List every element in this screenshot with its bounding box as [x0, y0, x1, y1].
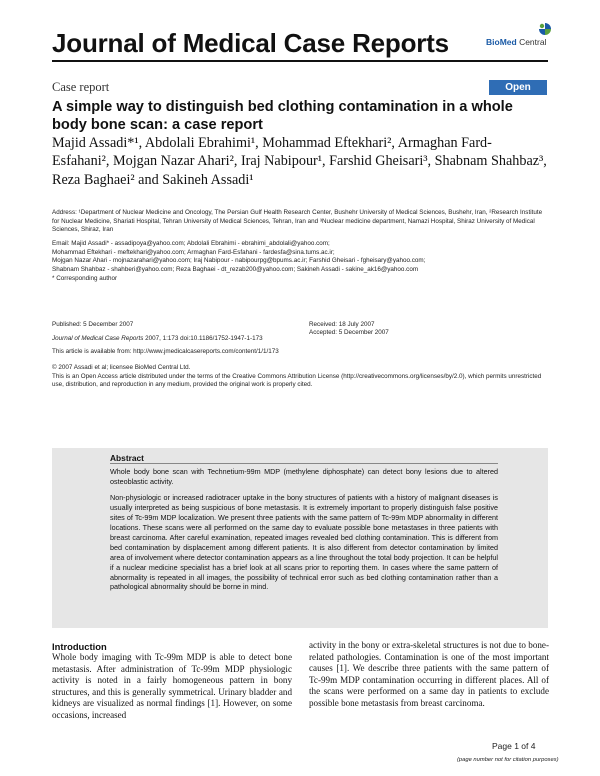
biomed-central-icon: [538, 22, 552, 36]
citation: [52, 335, 263, 342]
intro-column-2: activity in the bony or extra-skeletal structures is not due to bone-related pathologies. Contamination is one of the most important causes [1]. We describe three patients with the same pattern of Tc-99m MDP contamination occurring in different places. All of the scans were performed on a same day in patients to exclude possible bone metastasis from breast carcinoma.: [309, 640, 549, 708]
intro-column-1: Whole body imaging with Tc-99m MDP is able to detect bone metastasis. After administration of Tc-99m MDP physiologic activity is noted in a fairly homogeneous pattern in bony structures, and this is generally symmetrical. Urinary bladder and kidneys are visualized as normal findings [1]. However, on some occasions, increased: [52, 652, 292, 720]
abstract-rule: [110, 463, 498, 464]
license-block: [52, 364, 548, 390]
corresponding-note: * Corresponding author: [52, 274, 118, 282]
license-text: This is an Open Access article distributed under the terms of the Creative Commons Attribution License (http://creativecommons.org/licenses/by/2.0), which permits unrestricted use, distribution, and reproduction in any medium, provided the original work is properly cited.: [52, 372, 542, 389]
intro-heading: Introduction: [52, 641, 107, 652]
logo-med: Med: [499, 37, 517, 47]
open-access-badge[interactable]: Open Access: [489, 80, 547, 95]
email-block: [52, 240, 548, 284]
accepted-date: Accepted: 5 December 2007: [309, 329, 389, 336]
citation-note: (page number not for citation purposes): [457, 757, 559, 763]
logo-central: Central: [516, 37, 547, 47]
email-line: Mohammad Eftekhari - meftekhari@yahoo.com; Armaghan Fard-Esfahani - fardesfa@sina.tums.ac.ir;: [52, 248, 335, 256]
address: Address: ¹Department of Nuclear Medicine and Oncology, The Persian Gulf Health Research Center, Bushehr University of Medical Sciences, Bushehr, Iran, ²Research Institute for Nuclear Medicine, Shariati Hospital, Tehran University of Medical Sciences, Tehran, Iran and ³Nuclear medicine department, Namazi Hospital, Shiraz University of Medical Sciences, Shiraz, Iran: [52, 209, 543, 234]
journal-title: Journal of Medical Case Reports: [52, 28, 449, 58]
author-list: Majid Assadi*¹, Abdolali Ebrahimi¹, Mohammad Eftekhari², Armaghan Fard-Esfahani², Mojgan Nazar Ahari², Iraj Nabipour¹, Farshid Gheisari³, Shabnam Shahbaz³, Reza Baghaei² and Sakineh Assadi¹: [52, 135, 547, 188]
page-number: Page 1 of 4: [492, 741, 536, 751]
logo-bio: Bio: [486, 37, 500, 47]
email-line: Mojgan Nazar Ahari - mojnazarahari@yahoo.com; Iraj Nabipour - nabipourpg@bpums.ac.ir; Farshid Gheisari - fgheisary@yahoo.com;: [52, 257, 426, 265]
header-rule: [52, 60, 548, 62]
abstract-paragraph: Whole body bone scan with Technetium-99m MDP (methylene diphosphate) can detect bony lesions due to altered osteoblastic activity.: [110, 467, 498, 486]
publisher-logo[interactable]: [486, 22, 566, 52]
logo-wordmark: [486, 37, 546, 47]
email-line: Shabnam Shahbaz - shahberi@yahoo.com; Reza Baghaei - dt_rezab200@yahoo.com; Sakineh Assadi - sakine_ak16@yahoo.com: [52, 266, 419, 274]
affiliations: [52, 209, 548, 235]
email-line: Email: Majid Assadi* - assadipoya@yahoo.com; Abdolali Ebrahimi - ebrahimi_abdolali@yahoo.com;: [52, 240, 330, 247]
received-date: Received: 18 July 2007: [309, 321, 375, 328]
article-url[interactable]: This article is available from: http://www.jmedicalcasereports.com/content/1/1/173: [52, 348, 279, 355]
citation-details: 2007, 1:173 doi:10.1186/1752-1947-1-173: [143, 335, 263, 342]
published-date: Published: 5 December 2007: [52, 321, 134, 328]
article-type: Case report: [52, 80, 110, 94]
copyright: © 2007 Assadi et al; licensee BioMed Central Ltd.: [52, 364, 191, 371]
abstract-body: [110, 467, 498, 598]
article-title: A simple way to distinguish bed clothing contamination in a whole body bone scan: a case report: [52, 99, 513, 133]
abstract-heading: Abstract: [110, 453, 144, 463]
citation-journal: Journal of Medical Case Reports: [52, 335, 144, 342]
abstract-paragraph: Non-physiologic or increased radiotracer uptake in the bony structures of patients with a history of malignant diseases is usually interpreted as being suspicious of bone metastasis. It is extremely important to properly distinguish false positive sites of Tc-99m MDP localization. We present three patients with the same pattern of Tc-99m MDP abnormality in different locations. These scans were all performed on the same day to evaluate possible bone metastases in three patients with breast carcinoma. After careful examination, repeated images revealed bed clothing contamination. This is different from bed contamination by displacement among different patients. It is also different from detector contamination by limited area of involvement where detector contamination appears as a line throughout the total body projection. It can be helpful if a nuclear medicine specialist has a brief look at all scans prior to reporting them. In cases where the same pattern of abnormality is repeated in all images, the possibility of technical error such as bed clothing contamination rather than a pathological abnormality should be borne in mind.: [110, 492, 498, 592]
